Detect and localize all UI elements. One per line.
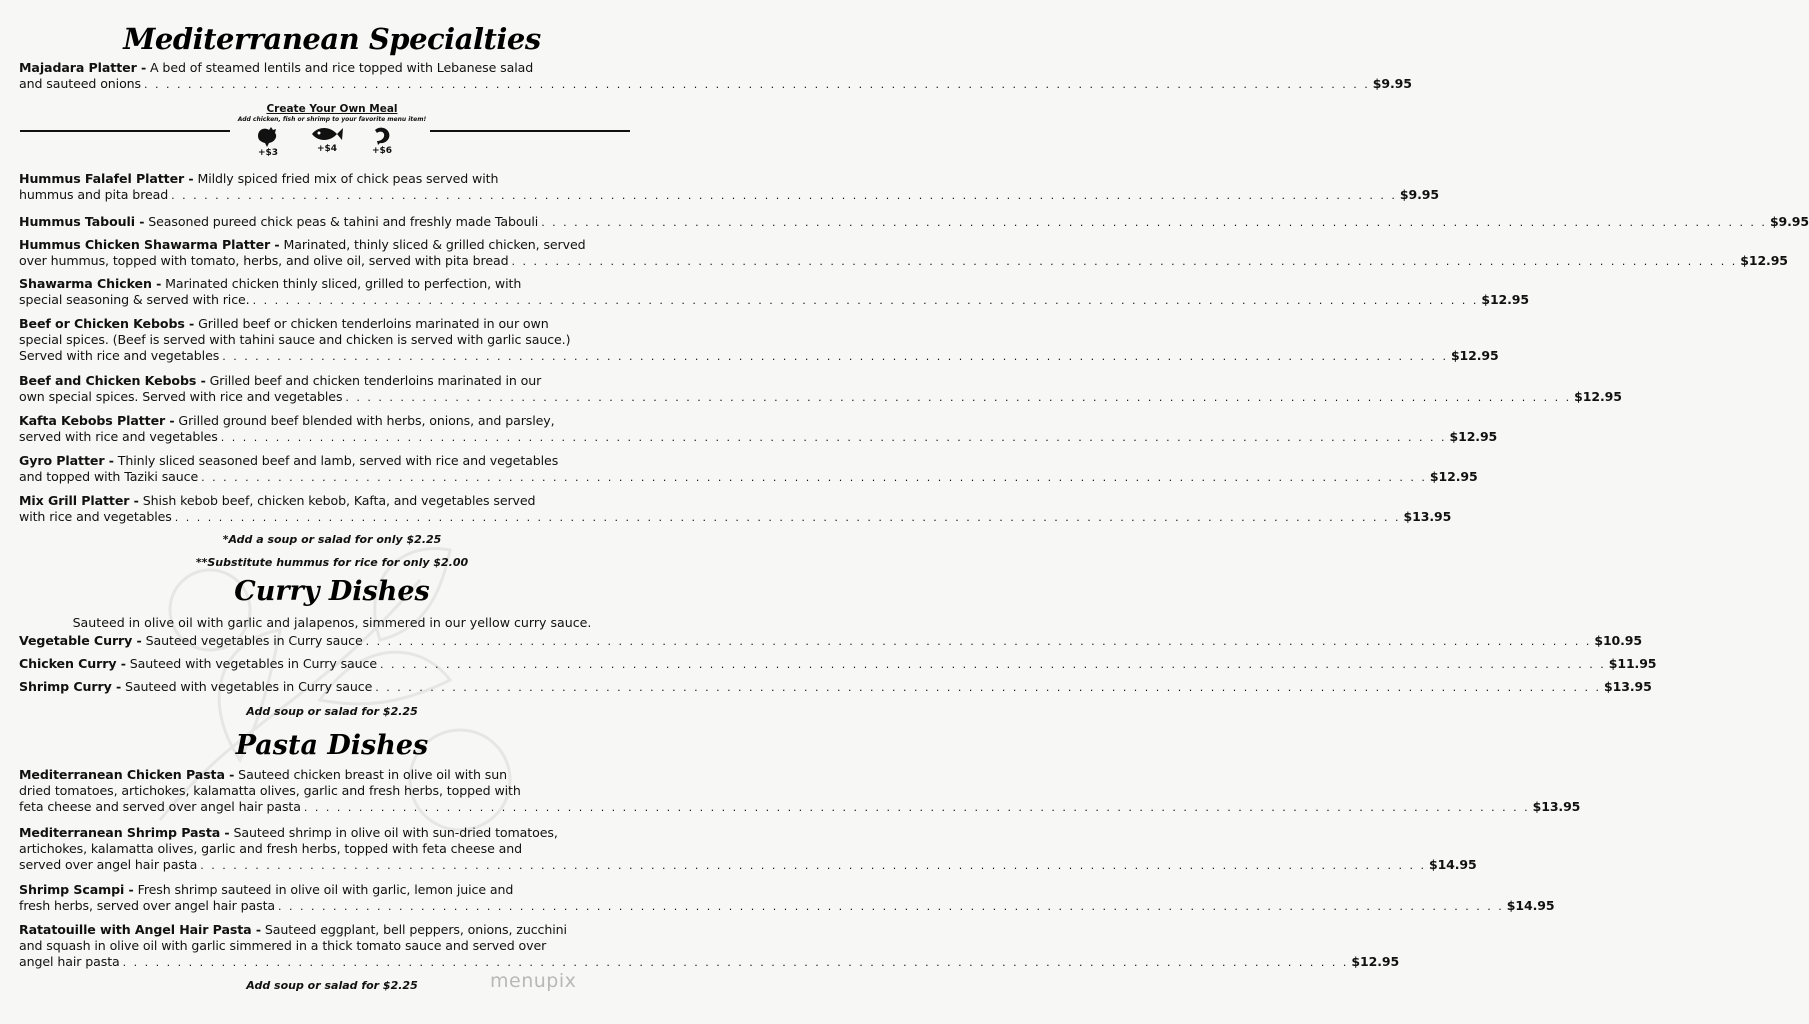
item-desc: feta cheese and served over angel hair pasta bbox=[19, 799, 301, 815]
menu-item-mediterranean-chicken-pasta bbox=[19, 767, 1581, 817]
menu-item-shrimp-curry bbox=[19, 679, 1652, 696]
item-price: $14.95 bbox=[1506, 898, 1555, 914]
leader-dots: . . . . . . . . . . . . . . . . . . . . . . . . . . . . . . . . . . . . . . . . . . . . . . . . . . . . . . . . . . . . . . . . . . . . . . . . . . . . . . . . . . . . . . . . . . . . . . . . . . . . . . . . . . . . . . . . bbox=[200, 859, 1426, 873]
item-name: Hummus Chicken Shawarma Platter - bbox=[19, 237, 280, 252]
item-desc: served over angel hair pasta bbox=[19, 857, 198, 873]
item-desc: Sauteed with vegetables in Curry sauce bbox=[121, 679, 373, 694]
item-price: $12.95 bbox=[1740, 253, 1788, 269]
create-meal-box bbox=[0, 103, 664, 123]
item-desc: hummus and pita bread bbox=[19, 187, 169, 203]
menu-item-mediterranean-shrimp-pasta bbox=[19, 825, 1477, 875]
leader-dots: . . . . . . . . . . . . . . . . . . . . . . . . . . . . . . . . . . . . . . . . . . . . . . . . . . . . . . . . . . . . . . . . . . . . . . . . . . . . . . . . . . . . . . . . . . . . . . . . . . . . . . . . . . . . . . . . bbox=[171, 189, 1397, 203]
item-price: $12.95 bbox=[1574, 389, 1622, 405]
menu-item-mix-grill bbox=[19, 493, 1452, 526]
item-price: $12.95 bbox=[1429, 469, 1478, 485]
item-name: Mediterranean Chicken Pasta - bbox=[19, 767, 235, 782]
menu-item-vegetable-curry bbox=[19, 633, 1642, 650]
item-desc: Marinated chicken thinly sliced, grilled to perfection, with bbox=[161, 276, 522, 291]
item-desc: A bed of steamed lentils and rice topped with Lebanese salad bbox=[146, 60, 534, 75]
leader-dots: . . . . . . . . . . . . . . . . . . . . . . . . . . . . . . . . . . . . . . . . . . . . . . . . . . . . . . . . . . . . . . . . . . . . . . . . . . . . . . . . . . . . . . . . . . . . . . . . . . . . . . . . . . . . . . . . bbox=[222, 350, 1448, 364]
menu-item-ratatouille-pasta bbox=[19, 922, 1400, 972]
leader-dots: . . . . . . . . . . . . . . . . . . . . . . . . . . . . . . . . . . . . . . . . . . . . . . . . . . . . . . . . . . . . . . . . . . . . . . . . . . . . . . . . . . . . . . . . . . . . . . . . . . . . . . . . . . . . . . . . bbox=[541, 216, 1767, 229]
item-name: Vegetable Curry - bbox=[19, 633, 142, 648]
item-desc: Grilled ground beef blended with herbs, onions, and parsley, bbox=[174, 413, 555, 428]
item-price: $9.95 bbox=[1399, 187, 1439, 203]
item-price: $10.95 bbox=[1594, 633, 1642, 648]
item-price: $13.95 bbox=[1604, 679, 1652, 694]
item-name: Hummus Falafel Platter - bbox=[19, 171, 194, 186]
menu-item-majadara bbox=[19, 60, 1412, 93]
item-name: Shawarma Chicken - bbox=[19, 276, 162, 291]
divider-right bbox=[430, 130, 630, 132]
leader-dots: . . . . . . . . . . . . . . . . . . . . . . . . . . . . . . . . . . . . . . . . . . . . . . . . . . . . . . . . . . . . . . . . . . . . . . . . . . . . . . . . . . . . . . . . . . . . . . . . . . . . . . . . . . . . . . . . bbox=[375, 681, 1602, 694]
menu-item-beef-or-chicken-kebobs bbox=[19, 316, 1499, 366]
leader-dots: . . . . . . . . . . . . . . . . . . . . . . . . . . . . . . . . . . . . . . . . . . . . . . . . . . . . . . . . . . . . . . . . . . . . . . . . . . . . . . . . . . . . . . . . . . . . . . . . . . . . . . . . . . . . . . . . bbox=[345, 391, 1572, 405]
menu-item-beef-and-chicken-kebobs bbox=[19, 373, 1622, 406]
item-desc: Sauteed shrimp in olive oil with sun-dried tomatoes, bbox=[229, 825, 558, 840]
item-desc: and topped with Taziki sauce bbox=[19, 469, 199, 485]
item-name: Ratatouille with Angel Hair Pasta - bbox=[19, 922, 261, 937]
item-desc: Mildly spiced fried mix of chick peas served with bbox=[193, 171, 499, 186]
item-price: $12.95 bbox=[1449, 429, 1498, 445]
item-name: Beef or Chicken Kebobs - bbox=[19, 316, 195, 331]
addon-chicken bbox=[248, 124, 288, 158]
item-desc: angel hair pasta bbox=[19, 954, 120, 970]
item-name: Kafta Kebobs Platter - bbox=[19, 413, 175, 428]
item-name: Shrimp Curry - bbox=[19, 679, 122, 694]
item-name: Beef and Chicken Kebobs - bbox=[19, 373, 206, 388]
item-price: $12.95 bbox=[1450, 348, 1499, 364]
item-desc: and squash in olive oil with garlic simmered in a thick tomato sauce and served over bbox=[19, 938, 547, 954]
item-desc: dried tomatoes, artichokes, kalamatta olives, garlic and fresh herbs, topped with bbox=[19, 783, 521, 799]
menu-item-chicken-curry bbox=[19, 656, 1657, 673]
create-meal-heading: Create Your Own Meal bbox=[266, 103, 398, 115]
leader-dots: . . . . . . . . . . . . . . . . . . . . . . . . . . . . . . . . . . . . . . . . . . . . . . . . . . . . . . . . . . . . . . . . . . . . . . . . . . . . . . . . . . . . . . . . . . . . . . . . . . . . . . . . . . . . . . . . bbox=[144, 78, 1370, 92]
item-price: $12.95 bbox=[1351, 954, 1400, 970]
item-desc: Shish kebob beef, chicken kebob, Kafta, and vegetables served bbox=[138, 493, 536, 508]
item-price: $9.95 bbox=[1769, 214, 1809, 229]
leader-dots: . . . . . . . . . . . . . . . . . . . . . . . . . . . . . . . . . . . . . . . . . . . . . . . . . . . . . . . . . . . . . . . . . . . . . . . . . . . . . . . . . . . . . . . . . . . . . . . . . . . . . . . . . . . . . . . . bbox=[380, 658, 1606, 671]
item-desc: Served with rice and vegetables bbox=[19, 348, 220, 364]
item-price: $9.95 bbox=[1372, 76, 1412, 92]
item-desc: Marinated, thinly sliced & grilled chicken, served bbox=[279, 237, 586, 252]
item-price: $13.95 bbox=[1532, 799, 1581, 815]
note-pasta-add: Add soup or salad for $2.25 bbox=[246, 979, 418, 992]
menu-item-shrimp-scampi bbox=[19, 882, 1555, 915]
note-hummus-substitute: **Substitute hummus for rice for only $2.00 bbox=[195, 556, 469, 569]
item-desc: Thinly sliced seasoned beef and lamb, served with rice and vegetables bbox=[113, 453, 559, 468]
section-title-curry: Curry Dishes bbox=[234, 576, 430, 607]
item-desc: special seasoning & served with rice. bbox=[19, 292, 250, 308]
shrimp-icon bbox=[371, 124, 393, 146]
addon-price: +$6 bbox=[371, 146, 393, 156]
item-name: Shrimp Scampi - bbox=[19, 882, 134, 897]
leader-dots: . . . . . . . . . . . . . . . . . . . . . . . . . . . . . . . . . . . . . . . . . . . . . . . . . . . . . . . . . . . . . . . . . . . . . . . . . . . . . . . . . . . . . . . . . . . . . . . . . . . . . . . . . . . . . . . . bbox=[220, 431, 1447, 445]
item-price: $14.95 bbox=[1428, 857, 1477, 873]
menupix-watermark: menupix bbox=[490, 970, 577, 992]
leader-dots: . . . . . . . . . . . . . . . . . . . . . . . . . . . . . . . . . . . . . . . . . . . . . . . . . . . . . . . . . . . . . . . . . . . . . . . . . . . . . . . . . . . . . . . . . . . . . . . . . . . . . . . . . . . . . . . . bbox=[252, 294, 1479, 308]
leader-dots: . . . . . . . . . . . . . . . . . . . . . . . . . . . . . . . . . . . . . . . . . . . . . . . . . . . . . . . . . . . . . . . . . . . . . . . . . . . . . . . . . . . . . . . . . . . . . . . . . . . . . . . . . . . . . . . . bbox=[511, 255, 1738, 269]
item-desc: Sauteed eggplant, bell peppers, onions, zucchini bbox=[261, 922, 567, 937]
note-soup-salad: *Add a soup or salad for only $2.25 bbox=[222, 533, 442, 546]
addon-shrimp bbox=[362, 124, 402, 156]
item-desc: with rice and vegetables bbox=[19, 509, 172, 525]
section-title-pasta: Pasta Dishes bbox=[235, 730, 429, 761]
section-title-mediterranean: Mediterranean Specialties bbox=[123, 22, 541, 56]
item-desc: special spices. (Beef is served with tahini sauce and chicken is served with garlic sauce.) bbox=[19, 332, 571, 348]
addon-price: +$4 bbox=[316, 144, 338, 154]
menu-item-shawarma-chicken bbox=[19, 276, 1529, 309]
menu-item-hummus-falafel bbox=[19, 171, 1439, 204]
item-desc: fresh herbs, served over angel hair pasta bbox=[19, 898, 276, 914]
leader-dots: . . . . . . . . . . . . . . . . . . . . . . . . . . . . . . . . . . . . . . . . . . . . . . . . . . . . . . . . . . . . . . . . . . . . . . . . . . . . . . . . . . . . . . . . . . . . . . . . . . . . . . . . . . . . . . . . bbox=[365, 635, 1592, 648]
item-desc: Seasoned pureed chick peas & tahini and freshly made Tabouli bbox=[144, 214, 539, 229]
leader-dots: . . . . . . . . . . . . . . . . . . . . . . . . . . . . . . . . . . . . . . . . . . . . . . . . . . . . . . . . . . . . . . . . . . . . . . . . . . . . . . . . . . . . . . . . . . . . . . . . . . . . . . . . . . . . . . . . bbox=[174, 511, 1401, 525]
item-price: $13.95 bbox=[1403, 509, 1452, 525]
item-desc: Grilled beef and chicken tenderloins marinated in our bbox=[205, 373, 542, 388]
item-price: $11.95 bbox=[1608, 656, 1657, 671]
create-meal-subtitle: Add chicken, fish or shrimp to your favorite menu item! bbox=[237, 116, 427, 123]
item-desc: and sauteed onions bbox=[19, 76, 142, 92]
note-curry-add: Add soup or salad for $2.25 bbox=[246, 705, 418, 718]
item-name: Chicken Curry - bbox=[19, 656, 126, 671]
menu-item-hummus-chicken-shawarma bbox=[19, 237, 1788, 270]
curry-intro: Sauteed in olive oil with garlic and jalapenos, simmered in our yellow curry sauce. bbox=[72, 615, 592, 630]
item-desc: Sauteed with vegetables in Curry sauce bbox=[125, 656, 378, 671]
item-desc: served with rice and vegetables bbox=[19, 429, 218, 445]
item-desc: own special spices. Served with rice and vegetables bbox=[19, 389, 343, 405]
fish-icon bbox=[310, 124, 344, 144]
menu-item-hummus-tabouli bbox=[19, 214, 1809, 231]
item-name: Mediterranean Shrimp Pasta - bbox=[19, 825, 230, 840]
leader-dots: . . . . . . . . . . . . . . . . . . . . . . . . . . . . . . . . . . . . . . . . . . . . . . . . . . . . . . . . . . . . . . . . . . . . . . . . . . . . . . . . . . . . . . . . . . . . . . . . . . . . . . . . . . . . . . . . bbox=[303, 801, 1530, 815]
leader-dots: . . . . . . . . . . . . . . . . . . . . . . . . . . . . . . . . . . . . . . . . . . . . . . . . . . . . . . . . . . . . . . . . . . . . . . . . . . . . . . . . . . . . . . . . . . . . . . . . . . . . . . . . . . . . . . . . bbox=[122, 956, 1349, 970]
addon-fish bbox=[307, 124, 347, 154]
item-desc: over hummus, topped with tomato, herbs, and olive oil, served with pita bread bbox=[19, 253, 509, 269]
chicken-icon bbox=[255, 124, 281, 148]
item-desc: Sauteed vegetables in Curry sauce bbox=[141, 633, 363, 648]
leader-dots: . . . . . . . . . . . . . . . . . . . . . . . . . . . . . . . . . . . . . . . . . . . . . . . . . . . . . . . . . . . . . . . . . . . . . . . . . . . . . . . . . . . . . . . . . . . . . . . . . . . . . . . . . . . . . . . . bbox=[201, 471, 1427, 485]
item-name: Hummus Tabouli - bbox=[19, 214, 145, 229]
item-name: Gyro Platter - bbox=[19, 453, 114, 468]
item-price: $12.95 bbox=[1481, 292, 1529, 308]
menu-item-kafta-kebobs bbox=[19, 413, 1498, 446]
item-name: Mix Grill Platter - bbox=[19, 493, 139, 508]
item-desc: artichokes, kalamatta olives, garlic and fresh herbs, topped with feta cheese and bbox=[19, 841, 523, 857]
leader-dots: . . . . . . . . . . . . . . . . . . . . . . . . . . . . . . . . . . . . . . . . . . . . . . . . . . . . . . . . . . . . . . . . . . . . . . . . . . . . . . . . . . . . . . . . . . . . . . . . . . . . . . . . . . . . . . . . bbox=[278, 900, 1504, 914]
divider-left bbox=[20, 130, 230, 132]
item-desc: Fresh shrimp sauteed in olive oil with garlic, lemon juice and bbox=[133, 882, 514, 897]
item-desc: Grilled beef or chicken tenderloins marinated in our own bbox=[194, 316, 549, 331]
menu-item-gyro-platter bbox=[19, 453, 1478, 486]
item-desc: Sauteed chicken breast in olive oil with sun bbox=[234, 767, 508, 782]
addon-price: +$3 bbox=[257, 148, 279, 158]
item-name: Majadara Platter - bbox=[19, 60, 147, 75]
